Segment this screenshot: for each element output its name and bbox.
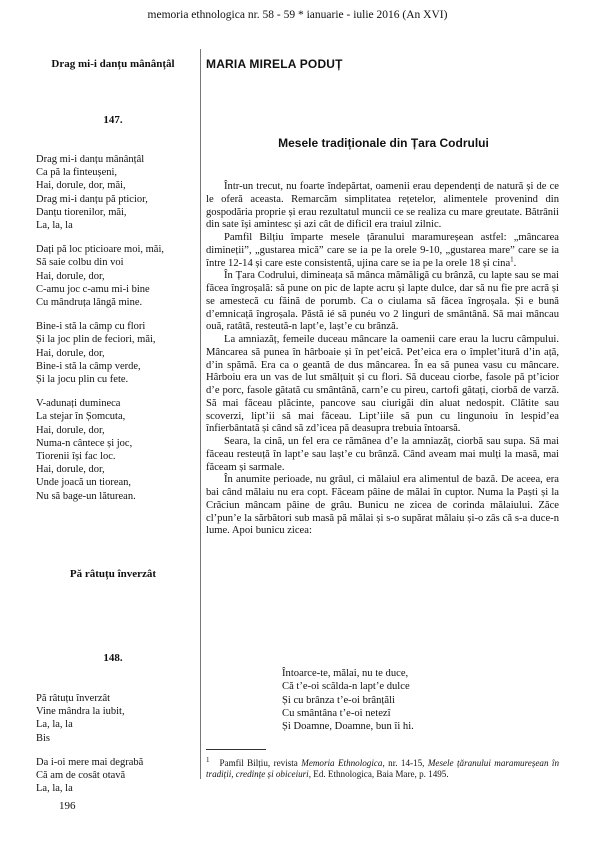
lyric-line: Unde joacă un tiorean, [36, 477, 132, 489]
lyric-line: Vine mândra la iubit, [36, 706, 125, 718]
stanza [36, 153, 196, 232]
lyric-line: La stejar în Șomcuta, [36, 411, 126, 423]
footnote-work-title: Mesele țăranului maramureșean în tradiții, credințe și obiceiuri [206, 758, 559, 780]
article-author: MARIA MIRELA PODUȚ [206, 57, 343, 71]
paragraph-1: Într-un trecut, nu foarte îndepărtat, oamenii erau dependenți de natură și de ce le oferă aceasta. Remarcăm simplitatea rețetelor, alimentele provenind din gospodăria proprie și erau rezultatul muncii ce se realiza cu mare greutate. Bătrânii din sate își amintesc și azi cât de dificil era traiul zilnic. [206, 181, 559, 231]
lyric-line: La, la, la [36, 220, 73, 232]
song-number-148: 148. [103, 652, 123, 664]
stanza [36, 320, 196, 386]
lyric-line: Ca pă la finteușeni, [36, 167, 118, 179]
footnote [206, 755, 559, 780]
lyric-line: La, la, la [36, 719, 73, 731]
stanza [36, 692, 196, 745]
lyric-line: V-adunați dumineca [36, 398, 121, 410]
footnote-separator [206, 749, 266, 750]
lyric-line: Da i-oi mere mai degrabă [36, 756, 144, 768]
song-148-lyrics [36, 692, 196, 806]
footnote-reference: 1 [510, 254, 514, 263]
paragraph-3: În Țara Codrului, dimineața să mânca mămăligă cu brânză, cu lapte sau se mai făcea îngroșală: să pune on pic de lapte acru și lapte dulce, dar să nu fie pre acră și se amestecă cu făină de porumb. Ca o ciulama să făcea îngroșala. Și e bună d’emnicață îngroșala. Păstă ié să punéu vo 2 linguri de smântână. Să mai mâncau ouă, ratâtă, resteută-n lapt’e, lașt’e cu brânză. [206, 270, 559, 333]
lyric-line: Nu să bage-un lăturean. [36, 490, 136, 502]
lyric-line: Că am de cosât otavă [36, 770, 126, 782]
song-number-147: 147. [103, 114, 123, 126]
song-147-lyrics [36, 153, 196, 514]
lyric-line: Hai, dorule, dor, [36, 347, 105, 359]
verse-line: Și Doamne, Doamne, bun îi hi. [282, 721, 414, 733]
lyric-line: Hai, dorule, dor, [36, 464, 105, 476]
lyric-line: Drag mi-i danțu pă pticior, [36, 193, 148, 205]
stanza [36, 397, 196, 503]
song-148-title: Pă râtuțu înverzât [69, 568, 157, 580]
footnote-text-after: , Ed. Ethnologica, Baia Mare, p. 1495. [308, 769, 449, 780]
lyric-line: Bis [36, 732, 51, 744]
left-section-title: Drag mi-i danțu mânânțâl [51, 58, 175, 70]
article-title: Mesele tradiționale din Țara Codrului [278, 136, 489, 150]
verse-line: Cu smântâna t’e-oi netezî [282, 707, 391, 719]
lyric-line: Pă râtuțu înverzât [36, 693, 111, 704]
paragraph-2-text: Pamfil Bilțiu împarte mesele țăranului maramureșean astfel: „mâncarea dimineții”, „gustarea mică” care se ia pe la orele 9-10, „gustarea mare” care se ia între 12-14 și care este consistentă, ujina care se ia pe la orele 18 și cina [206, 232, 559, 269]
footnote-journal: Memoria Ethnologica [301, 758, 383, 769]
column-divider [200, 49, 201, 779]
page-number: 196 [59, 800, 76, 812]
lyric-line: Numa-n cântece și joc, [36, 437, 133, 449]
quoted-verse [282, 667, 414, 733]
paragraph-4: La amniazăț, femeile duceau mâncare la oamenii care erau la lucru câmpului. Mâncarea să punea în hârboaie și în pet’eică. Pet’eica era o împlet’itură d’in ață, d’in spămă. Era ca o geantă de dus mâncarea. În ea să punea vasu cu mâncare. Hârboiu era un vas de lut smălțuit și cu flori. Să duceau ciorbe, fasole pă pt’icior d’e porc, fasole gătată cu smântână, carn’e cu pireu, cartofi gătați, ciorbă de varză. Să mai făceau plăcinte, pancove sau ciurigăi din aluat nedospit. Clătite sau scoverzi, lipt’ii să mai făceau. Lipt’iile să pun cu lingunoiu în lespid’ea înfierbântată și când să zd’icea pă deasupra trebuia întoarsă. [206, 334, 559, 435]
stanza [36, 243, 196, 309]
lyric-line: Drag mi-i danțu mânânțâl [36, 154, 145, 165]
lyric-line: Hai, dorule, dor, [36, 270, 105, 282]
lyric-line: Să saie colbu din voi [36, 257, 124, 269]
lyric-line: Danțu tiorenilor, măi, [36, 206, 127, 218]
lyric-line: Și la jocu plin cu fete. [36, 374, 129, 386]
paragraph-5: Seara, la cină, un fel era ce rămânea d’e la amniazăț, ciorbă sau supa. Să mai făceau resteuță în lapt’e sau lașt’e cu brânză. Când aveam mai mulți la masă, mai făceam și sarmale. [206, 436, 559, 473]
lyric-line: Tiorenii își fac loc. [36, 451, 116, 463]
paragraph-2: Pamfil Bilțiu împarte mesele țăranului maramureșean astfel: „mâncarea dimineții”, „gustarea mică” care se ia pe la orele 9-10, „gustarea mare” care se ia între 12-14 și care este consistentă, ujina care se ia pe la orele 18 și cina$^1$. [206, 232, 559, 269]
footnote-mark: 1 [206, 756, 210, 764]
stanza [36, 756, 196, 796]
running-header: memoria ethnologica nr. 58 - 59 * ianuarie - iulie 2016 (An XVI) [147, 9, 448, 21]
verse-line: Și cu brânza t’e-oi brânțăli [282, 694, 395, 706]
lyric-line: Cu mândruța lângă mine. [36, 297, 143, 309]
verse-line: Întoarce-te, mălai, nu te duce, [282, 668, 409, 679]
lyric-line: Hai, dorule, dor, [36, 424, 105, 436]
lyric-line: La, la, la [36, 783, 73, 795]
footnote-text-middle: , nr. 14-15, [382, 758, 428, 769]
lyric-line: Bine-i stă la câmp cu flori [36, 321, 146, 333]
article-body [206, 181, 559, 538]
lyric-line: Dați pă loc pticioare moi, măi, [36, 244, 164, 256]
lyric-line: Bine-i stă la câmp verde, [36, 360, 141, 372]
paragraph-6: În anumite perioade, nu grâul, ci mălaiul era alimentul de bază. De aceea, era bai când mălaiu nu era copt. Făceam pâine de mălai în cuptor. Numa la Paști și la Crăciun mâncam pâine de grâu. Bunicu ne zicea de corinda mălaiului. Zăce cl’pun’e la sărbători sub masă pă mălai și s-o supărat mălaiu și-o zâs că s-a duce-n lume. Apoi bunicu zicea: [206, 474, 559, 537]
footnote-text-before: Pamfil Bilțiu, revista [219, 758, 302, 769]
verse-line: Că t’e-oi scălda-n lapt’e dulce [282, 681, 410, 693]
lyric-line: Hai, dorule, dor, măi, [36, 180, 126, 192]
lyric-line: C-amu joc c-amu mi-i bine [36, 283, 150, 295]
lyric-line: Și la joc plin de feciori, măi, [36, 334, 156, 346]
